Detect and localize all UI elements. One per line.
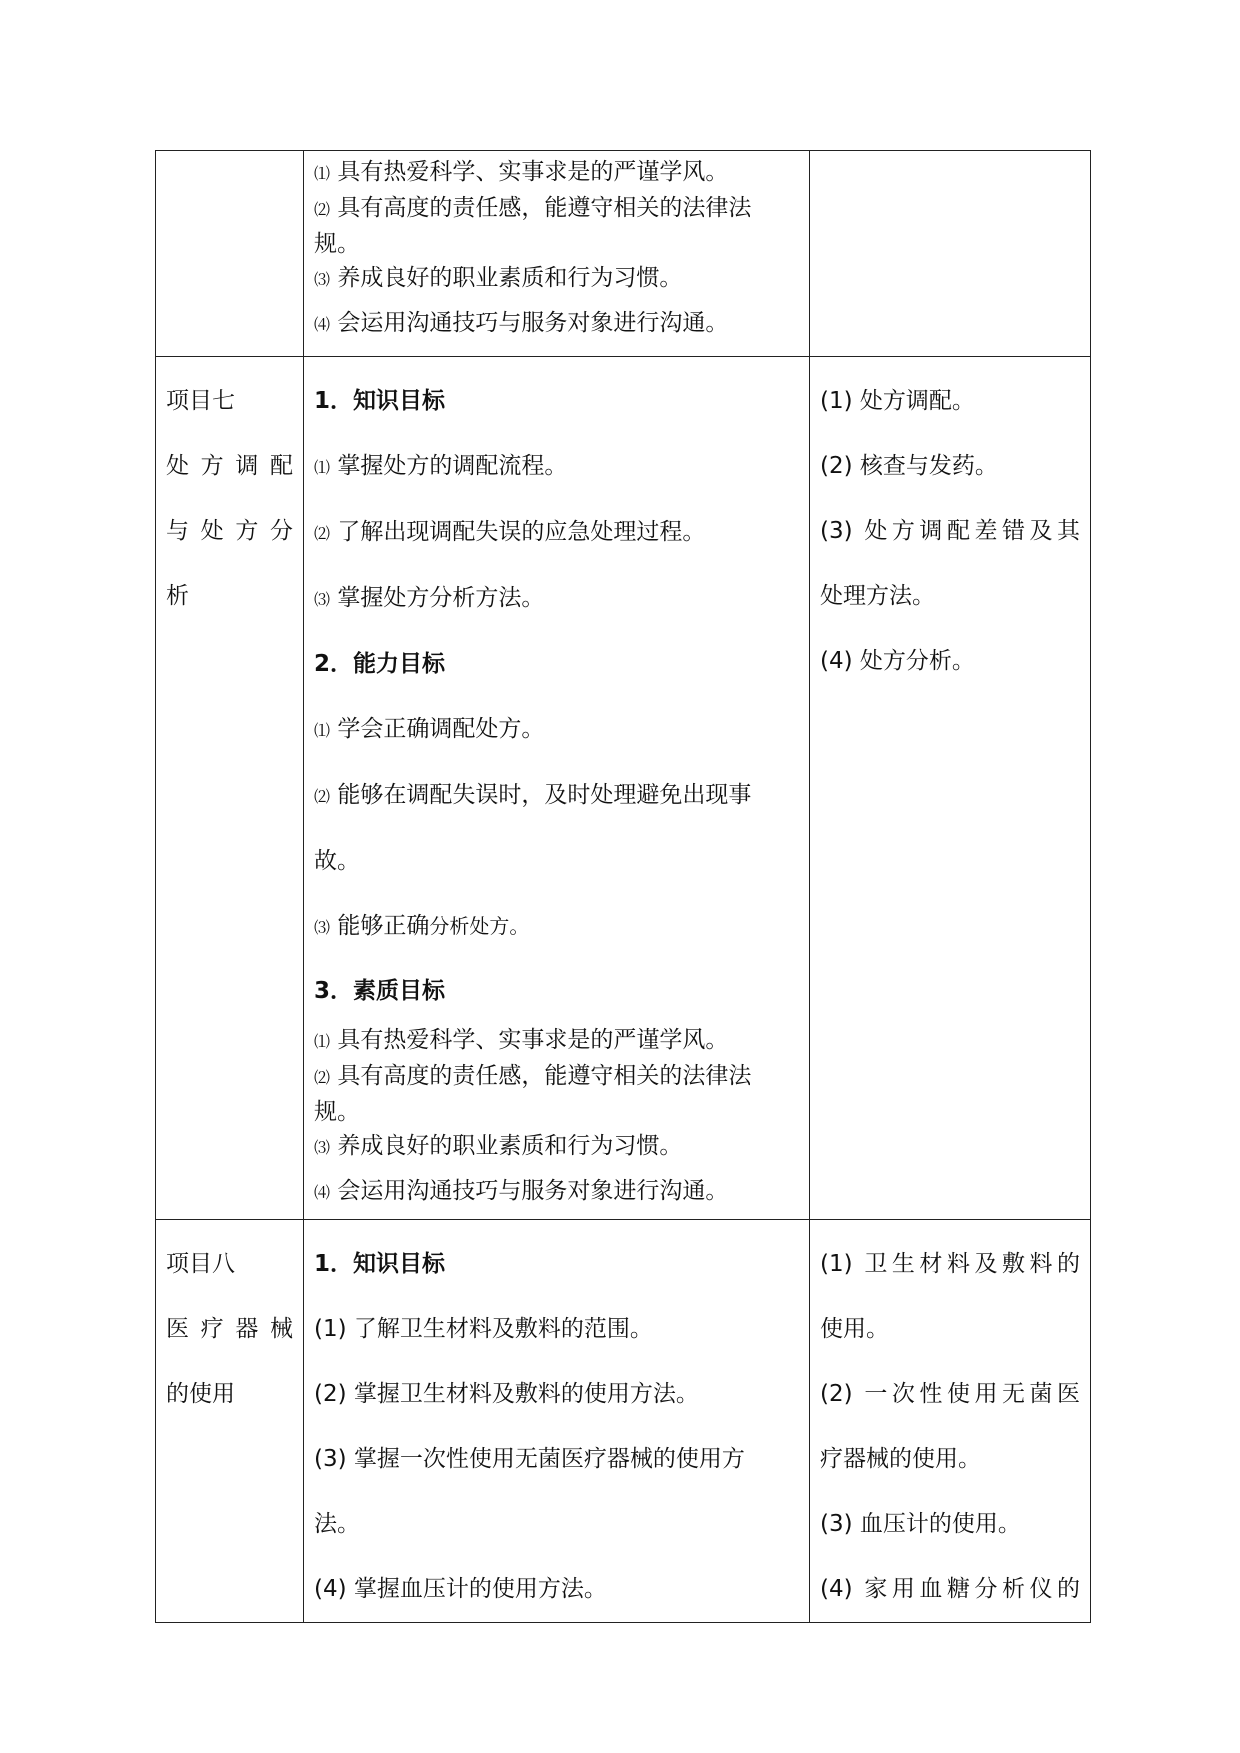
project-name-line: 处方调配 bbox=[166, 453, 293, 479]
list-item: ⑵ 能够在调配失误时，及时处理避免出现事 bbox=[314, 782, 752, 808]
content-item: 处理方法。 bbox=[820, 583, 935, 609]
list-item: ⑴ 具有热爱科学、实事求是的严谨学风。 bbox=[314, 1027, 729, 1053]
content-item: (2) 核查与发药。 bbox=[820, 453, 998, 479]
list-item: ⑶ 养成良好的职业素质和行为习惯。 bbox=[314, 265, 683, 291]
project-title: 项目八 bbox=[166, 1251, 235, 1277]
list-item: (4) 掌握血压计的使用方法。 bbox=[314, 1576, 607, 1602]
content-item: (3) 处方调配差错及其 bbox=[820, 518, 1080, 544]
list-item: (2) 掌握卫生材料及敷料的使用方法。 bbox=[314, 1381, 699, 1407]
content-item: (1) 卫生材料及敷料的 bbox=[820, 1251, 1080, 1277]
list-item: (3) 掌握一次性使用无菌医疗器械的使用方 bbox=[314, 1446, 745, 1472]
cell-project bbox=[156, 151, 304, 357]
content-item: (4) 家用血糖分析仪的 bbox=[820, 1576, 1080, 1602]
list-item: ⑷ 会运用沟通技巧与服务对象进行沟通。 bbox=[314, 1178, 729, 1204]
section-heading: 1．知识目标 bbox=[314, 1251, 446, 1277]
list-item: ⑵ 具有高度的责任感，能遵守相关的法律法 bbox=[314, 1063, 752, 1089]
content-item: (4) 处方分析。 bbox=[820, 648, 975, 674]
cell-project bbox=[156, 357, 304, 1220]
list-item: 规。 bbox=[314, 231, 360, 257]
cell-objectives bbox=[304, 151, 810, 357]
list-item: 规。 bbox=[314, 1099, 360, 1125]
cell-content bbox=[810, 1220, 1091, 1623]
list-item: ⑴ 学会正确调配处方。 bbox=[314, 716, 545, 742]
table-row bbox=[156, 1220, 1091, 1623]
cell-content bbox=[810, 151, 1091, 357]
content-item: (1) 处方调配。 bbox=[820, 388, 975, 414]
cell-content bbox=[810, 357, 1091, 1220]
list-item: ⑶ 掌握处方分析方法。 bbox=[314, 585, 545, 611]
list-item: ⑴ 掌握处方的调配流程。 bbox=[314, 453, 568, 479]
table-row bbox=[156, 151, 1091, 357]
project-title: 项目七 bbox=[166, 388, 235, 414]
list-item: ⑴ 具有热爱科学、实事求是的严谨学风。 bbox=[314, 159, 729, 185]
project-name-line: 析 bbox=[166, 583, 189, 609]
cell-objectives bbox=[304, 1220, 810, 1623]
list-item: 故。 bbox=[314, 848, 360, 874]
content-item: (2) 一次性使用无菌医 bbox=[820, 1381, 1080, 1407]
content-item: 疗器械的使用。 bbox=[820, 1446, 981, 1472]
list-item: ⑵ 了解出现调配失误的应急处理过程。 bbox=[314, 519, 706, 545]
section-heading: 1．知识目标 bbox=[314, 388, 446, 414]
content-item: 使用。 bbox=[820, 1316, 889, 1342]
cell-objectives bbox=[304, 357, 810, 1220]
list-item: (1) 了解卫生材料及敷料的范围。 bbox=[314, 1316, 653, 1342]
list-item: 法。 bbox=[314, 1511, 360, 1537]
section-heading: 2．能力目标 bbox=[314, 651, 446, 677]
section-heading: 3．素质目标 bbox=[314, 978, 446, 1004]
list-item: ⑷ 会运用沟通技巧与服务对象进行沟通。 bbox=[314, 310, 729, 336]
cell-project bbox=[156, 1220, 304, 1623]
project-name-line: 与处方分 bbox=[166, 518, 293, 544]
curriculum-table bbox=[155, 150, 1091, 1623]
list-item: ⑶ 能够正确分析处方。 bbox=[314, 913, 530, 939]
content-item: (3) 血压计的使用。 bbox=[820, 1511, 1021, 1537]
list-item: ⑶ 养成良好的职业素质和行为习惯。 bbox=[314, 1133, 683, 1159]
table-row bbox=[156, 357, 1091, 1220]
project-name-line: 医疗器械 bbox=[166, 1316, 293, 1342]
list-item: ⑵ 具有高度的责任感，能遵守相关的法律法 bbox=[314, 195, 752, 221]
project-name-line: 的使用 bbox=[166, 1381, 235, 1407]
